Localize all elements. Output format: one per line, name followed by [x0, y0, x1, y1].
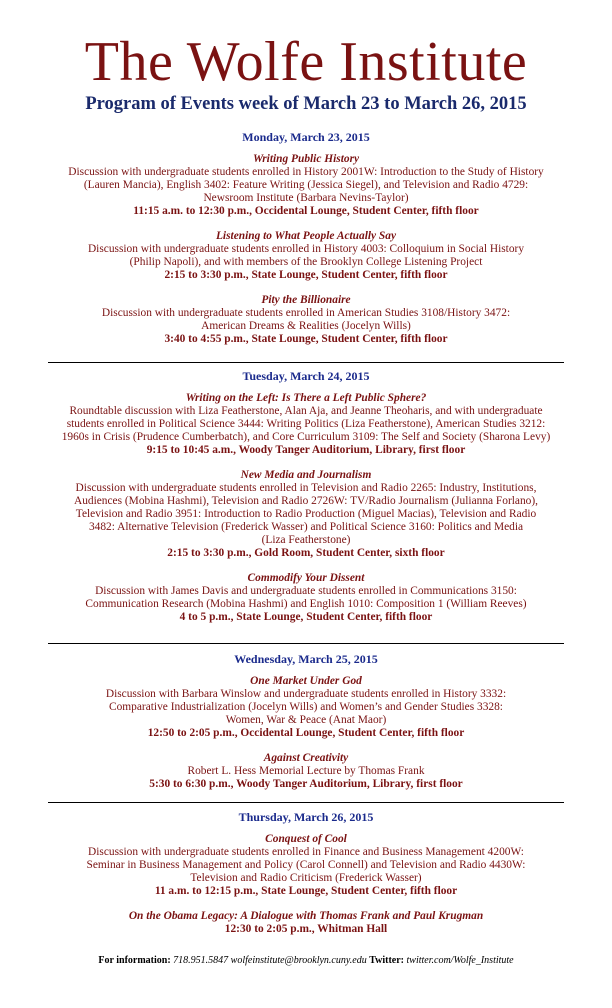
description-line: 3482: Alternative Television (Frederick Wasser) and Political Science 3160: Politics and Media	[88, 521, 524, 533]
description-line: (Lauren Mancia), English 3402: Feature Writing (Jessica Siegel), and Television and Radio 4729:	[83, 179, 529, 191]
description-line: Television and Radio 3951: Introduction to Radio Production (Miguel Macias), Television and Radio	[75, 508, 537, 520]
description-line: students enrolled in Political Science 3444: Writing Politics (Liza Featherstone), American Studies 3212:	[66, 418, 546, 430]
event-time-location: 9:15 to 10:45 a.m., Woody Tanger Auditorium, Library, first floor	[146, 444, 466, 456]
day-heading: Tuesday, March 24, 2015	[242, 369, 370, 383]
event-item	[48, 230, 564, 282]
description-line: Audiences (Mobina Hashmi), Television and Radio 2726W: TV/Radio Journalism (Julianna Forlano),	[73, 495, 539, 507]
description-line: Newsroom Institute (Barbara Nevins-Taylor)	[203, 192, 409, 204]
description-line: American Dreams & Realities (Jocelyn Wills)	[201, 320, 411, 332]
event-title: Writing on the Left: Is There a Left Public Sphere?	[185, 392, 427, 404]
description-line: Discussion with undergraduate students enrolled in American Studies 3108/History 3472:	[101, 307, 511, 319]
page-subtitle: Program of Events week of March 23 to March 26, 2015	[85, 94, 527, 114]
event-description	[48, 765, 564, 778]
event-title: On the Obama Legacy: A Dialogue with Thomas Frank and Paul Krugman	[128, 910, 484, 922]
event-title: Listening to What People Actually Say	[215, 230, 397, 242]
description-line: Robert L. Hess Memorial Lecture by Thomas Frank	[187, 765, 425, 777]
event-description	[48, 846, 564, 885]
event-description	[48, 405, 564, 444]
event-time-location: 12:30 to 2:05 p.m., Whitman Hall	[224, 923, 388, 935]
day-heading: Wednesday, March 25, 2015	[234, 652, 378, 666]
event-item	[48, 294, 564, 346]
event-description	[48, 482, 564, 547]
event-time-location: 2:15 to 3:30 p.m., State Lounge, Student Center, fifth floor	[164, 269, 448, 281]
event-description	[48, 307, 564, 333]
day-heading: Thursday, March 26, 2015	[238, 810, 374, 824]
event-item	[48, 572, 564, 624]
event-item	[48, 153, 564, 218]
event-time-location: 3:40 to 4:55 p.m., State Lounge, Student Center, fifth floor	[164, 333, 448, 345]
event-title: Writing Public History	[252, 153, 360, 165]
description-line: Television and Radio Criticism (Frederick Wasser)	[190, 872, 422, 884]
contact-footer	[0, 955, 612, 967]
info-label: For information:	[98, 955, 171, 966]
twitter-label: Twitter:	[369, 955, 404, 966]
event-item	[48, 469, 564, 560]
description-line: Communication Research (Mobina Hashmi) and English 1010: Composition 1 (William Reeves)	[85, 598, 527, 610]
event-description	[48, 243, 564, 269]
twitter-handle[interactable]: twitter.com/Wolfe_Institute	[406, 955, 514, 966]
event-item	[48, 910, 564, 936]
event-time-location: 12:50 to 2:05 p.m., Occidental Lounge, Student Center, fifth floor	[147, 727, 465, 739]
event-time-location: 5:30 to 6:30 p.m., Woody Tanger Auditorium, Library, first floor	[149, 778, 463, 790]
day-section	[48, 810, 564, 936]
event-description	[48, 688, 564, 727]
phone-number: 718.951.5847	[173, 955, 229, 966]
event-description	[48, 585, 564, 611]
event-time-location: 11:15 a.m. to 12:30 p.m., Occidental Lounge, Student Center, fifth floor	[133, 205, 479, 217]
event-time-location: 4 to 5 p.m., State Lounge, Student Center, fifth floor	[179, 611, 433, 623]
page-title: The Wolfe Institute	[84, 31, 528, 93]
description-line: Women, War & Peace (Anat Maor)	[225, 714, 387, 726]
event-item	[48, 675, 564, 740]
event-title: Conquest of Cool	[265, 833, 347, 845]
description-line: Discussion with Barbara Winslow and undergraduate students enrolled in History 3332:	[105, 688, 507, 700]
description-line: Discussion with undergraduate students enrolled in Television and Radio 2265: Industry, Institutions,	[75, 482, 537, 494]
section-divider	[48, 362, 564, 363]
description-line: Roundtable discussion with Liza Featherstone, Alan Aja, and Jeanne Theoharis, and with undergraduate	[69, 405, 543, 417]
event-item	[48, 392, 564, 457]
email-address[interactable]: wolfeinstitute@brooklyn.cuny.edu	[230, 955, 367, 966]
day-section	[48, 130, 564, 346]
event-time-location: 2:15 to 3:30 p.m., Gold Room, Student Center, sixth floor	[167, 547, 445, 559]
description-line: Comparative Industrialization (Jocelyn Wills) and Women’s and Gender Studies 3328:	[109, 701, 503, 713]
day-heading: Monday, March 23, 2015	[242, 130, 370, 144]
section-divider	[48, 643, 564, 644]
description-line: Discussion with undergraduate students enrolled in Finance and Business Management 4200W:	[88, 846, 524, 858]
description-line: Discussion with undergraduate students enrolled in History 2001W: Introduction to the Study of History	[68, 166, 544, 178]
description-line: Discussion with James Davis and undergraduate students enrolled in Communications 3150:	[95, 585, 517, 597]
event-description	[48, 166, 564, 205]
description-line: (Liza Featherstone)	[261, 534, 351, 546]
event-title: One Market Under God	[250, 675, 362, 687]
section-divider	[48, 802, 564, 803]
description-line: Discussion with undergraduate students enrolled in History 4003: Colloquium in Social History	[87, 243, 525, 255]
description-line: (Philip Napoli), and with members of the Brooklyn College Listening Project	[129, 256, 483, 268]
description-line: 1960s in Crisis (Prudence Cumberbatch), and Core Curriculum 3109: The Self and Society (Sharona Levy)	[61, 431, 551, 443]
event-title: Commodify Your Dissent	[247, 572, 365, 584]
event-title: Pity the Billionaire	[261, 294, 351, 306]
description-line: Seminar in Business Management and Policy (Carol Connell) and Television and Radio 4430W:	[86, 859, 526, 871]
event-title: New Media and Journalism	[240, 469, 372, 481]
day-section	[48, 652, 564, 791]
day-section	[48, 369, 564, 624]
event-title: Against Creativity	[263, 752, 349, 764]
event-item	[48, 752, 564, 791]
event-time-location: 11 a.m. to 12:15 p.m., State Lounge, Student Center, fifth floor	[154, 885, 458, 897]
event-item	[48, 833, 564, 898]
